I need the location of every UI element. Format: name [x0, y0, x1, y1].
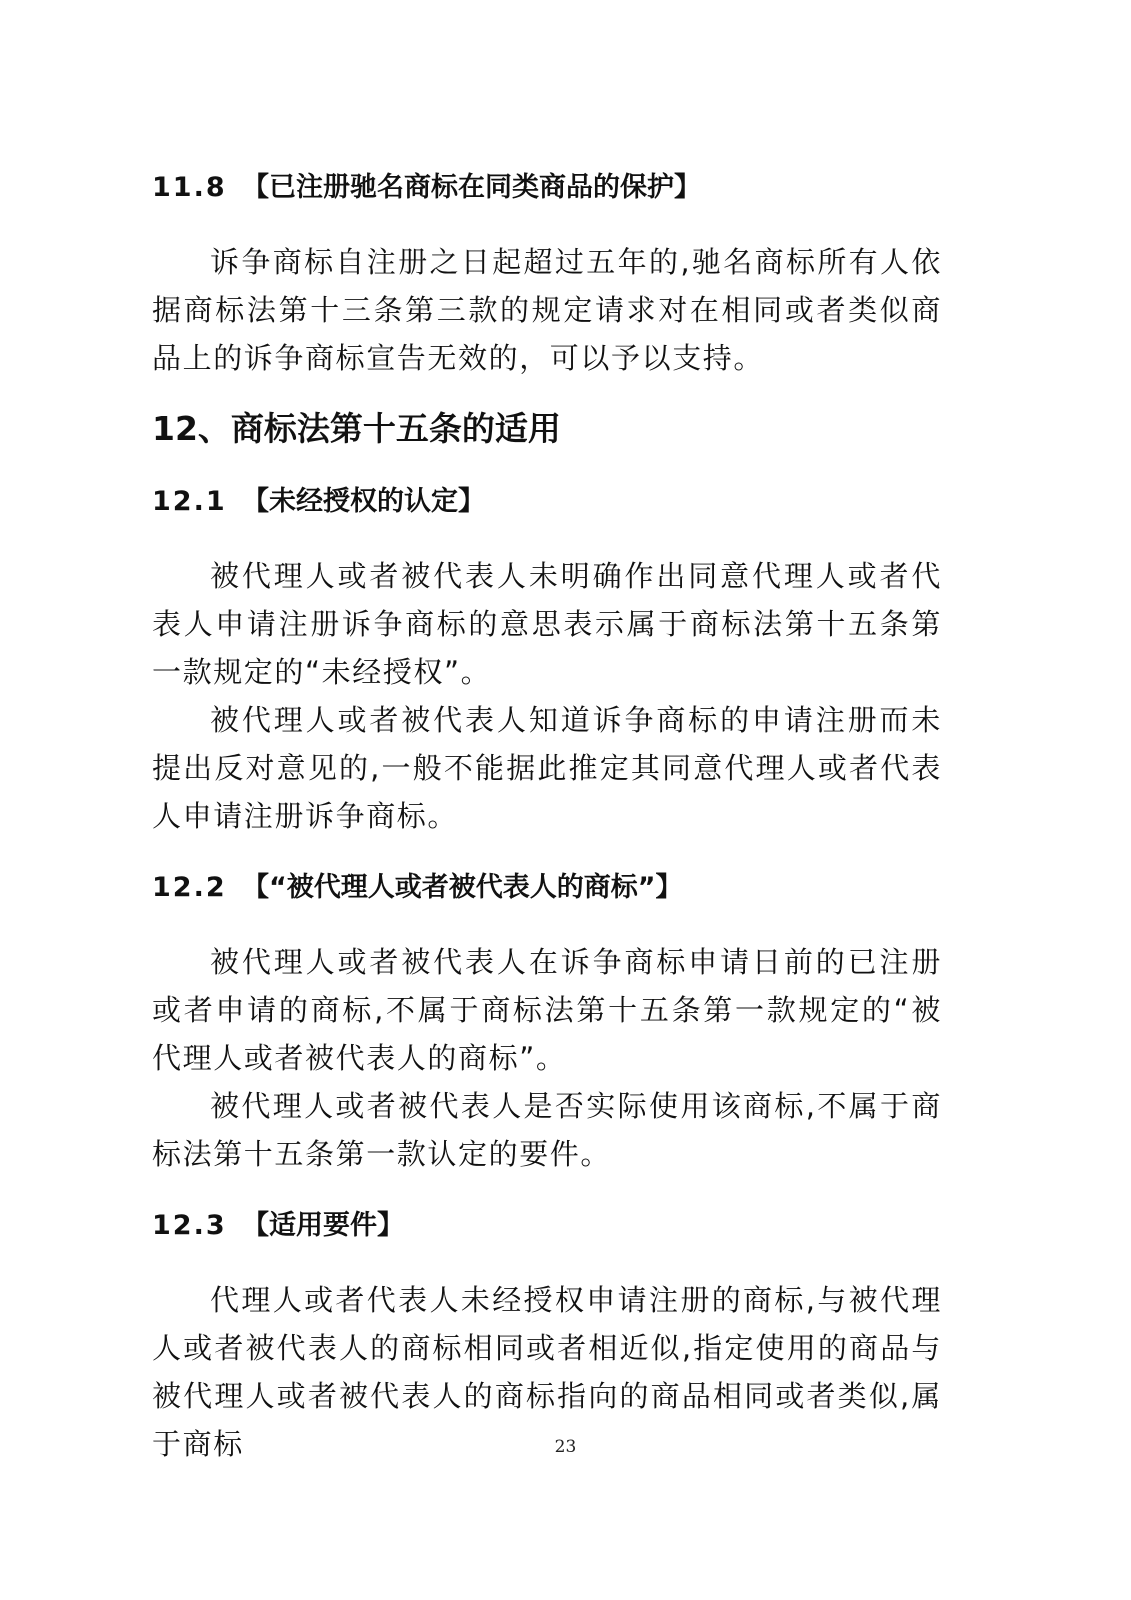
page-number: 23 [554, 1437, 577, 1457]
section-number: 12.2 [152, 872, 227, 903]
paragraph-12-1-2: 被代理人或者被代表人知道诉争商标的申请注册而未提出反对意见的,一般不能据此推定其同意代理人或者代表人申请注册诉争商标。 [152, 703, 942, 833]
paragraph-12-3-1: 代理人或者代表人未经授权申请注册的商标,与被代理人或者被代表人的商标相同或者相近似,指定使用的商品与被代理人或者被代表人的商标指向的商品相同或者类似,属于商标 [152, 1283, 942, 1461]
section-title: 【已注册驰名商标在同类商品的保护】 [242, 172, 701, 203]
paragraph-12-2-2: 被代理人或者被代表人是否实际使用该商标,不属于商标法第十五条第一款认定的要件。 [152, 1089, 942, 1171]
section-number: 12.1 [152, 486, 227, 517]
paragraph-11-8-1: 诉争商标自注册之日起超过五年的,驰名商标所有人依据商标法第十三条第三款的规定请求对在相同或者类似商品上的诉争商标宣告无效的，可以予以支持。 [152, 245, 942, 375]
section-number: 11.8 [152, 172, 227, 203]
section-heading-11-8 [152, 170, 701, 206]
section-title: 【“被代理人或者被代表人的商标”】 [242, 872, 683, 903]
section-heading-12-1 [152, 484, 485, 520]
section-heading-12-3 [152, 1208, 404, 1244]
chapter-heading-12: 12、商标法第十五条的适用 [152, 409, 561, 448]
paragraph-12-1-1: 被代理人或者被代表人未明确作出同意代理人或者代表人申请注册诉争商标的意思表示属于商标法第十五条第一款规定的“未经授权”。 [152, 559, 942, 689]
section-title: 【适用要件】 [242, 1210, 404, 1241]
section-title: 【未经授权的认定】 [242, 486, 485, 517]
section-number: 12.3 [152, 1210, 227, 1241]
section-heading-12-2 [152, 870, 683, 906]
paragraph-12-2-1: 被代理人或者被代表人在诉争商标申请日前的已注册或者申请的商标,不属于商标法第十五条第一款规定的“被代理人或者被代表人的商标”。 [152, 945, 942, 1075]
